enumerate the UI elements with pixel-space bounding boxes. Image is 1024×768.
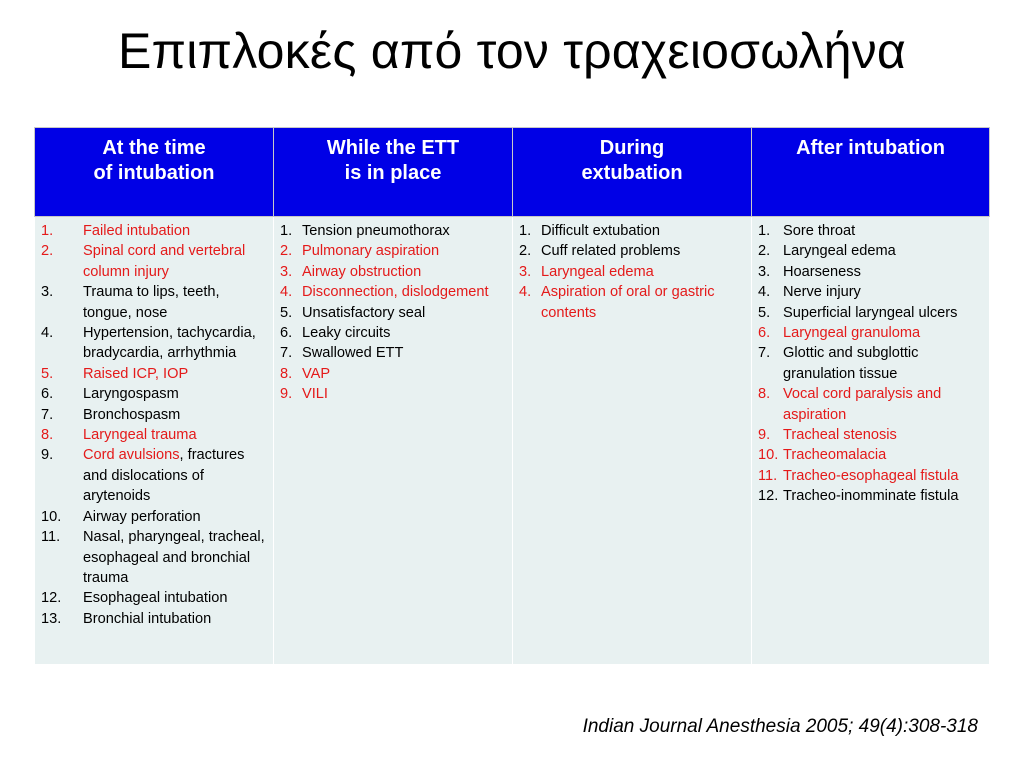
header-line: While the ETT bbox=[326, 137, 460, 159]
item-number: 6. bbox=[280, 325, 293, 342]
column-while-ett-in-place bbox=[274, 217, 513, 665]
item-text: Laryngeal edema bbox=[541, 263, 654, 280]
item-number: 1. bbox=[280, 223, 293, 239]
item-number: 8. bbox=[280, 365, 293, 382]
list-item bbox=[758, 445, 987, 465]
complication-list bbox=[280, 221, 510, 405]
list-item bbox=[41, 507, 271, 527]
item-text: VAP bbox=[302, 365, 331, 382]
header-at-time-of-intubation bbox=[35, 128, 274, 217]
list-item bbox=[41, 425, 271, 445]
list-item bbox=[280, 262, 510, 282]
item-text: Superficial laryngeal ulcers bbox=[783, 304, 958, 321]
item-text: Nasal, pharyngeal, tracheal, esophageal and bronchial trauma bbox=[83, 529, 265, 586]
item-number: 4. bbox=[519, 284, 532, 301]
item-number: 4. bbox=[41, 325, 54, 342]
item-text-tail: , fractures and dislocations of arytenoids bbox=[83, 447, 245, 505]
item-text: Leaky circuits bbox=[302, 325, 391, 342]
list-item bbox=[758, 303, 987, 323]
list-item bbox=[41, 221, 271, 241]
content-row bbox=[35, 217, 990, 665]
column-at-time-of-intubation bbox=[35, 217, 274, 665]
list-item bbox=[41, 282, 271, 323]
item-number: 5. bbox=[280, 304, 293, 321]
item-text: Disconnection, dislodgement bbox=[302, 284, 489, 301]
list-item bbox=[41, 241, 271, 282]
item-text: Failed intubation bbox=[83, 223, 191, 239]
list-item bbox=[41, 323, 271, 364]
list-item bbox=[758, 282, 987, 302]
item-number: 6. bbox=[41, 386, 54, 403]
header-line: is in place bbox=[344, 162, 442, 184]
item-text: Tracheo-esophageal fistula bbox=[783, 467, 959, 484]
list-item bbox=[280, 343, 510, 363]
item-text: Hypertension, tachycardia, bradycardia, arrhythmia bbox=[83, 325, 256, 362]
item-number: 8. bbox=[41, 427, 54, 444]
item-text: Raised ICP, IOP bbox=[83, 365, 189, 382]
list-item bbox=[519, 262, 749, 282]
item-number: 7. bbox=[41, 406, 54, 423]
item-number: 10. bbox=[41, 508, 62, 525]
item-text: Bronchial intubation bbox=[83, 610, 212, 627]
item-number: 4. bbox=[758, 284, 771, 301]
list-item bbox=[280, 384, 510, 404]
header-line: of intubation bbox=[93, 162, 215, 184]
item-text: Laryngeal trauma bbox=[83, 427, 197, 444]
list-item bbox=[280, 303, 510, 323]
item-text: Trauma to lips, teeth, tongue, nose bbox=[83, 284, 220, 321]
list-item bbox=[280, 323, 510, 343]
header-line: extubation bbox=[581, 162, 683, 184]
list-item bbox=[41, 588, 271, 608]
list-item bbox=[41, 364, 271, 384]
item-text bbox=[83, 445, 271, 506]
list-item bbox=[758, 221, 987, 241]
list-item bbox=[41, 609, 271, 629]
item-number: 9. bbox=[280, 386, 293, 403]
item-number: 12. bbox=[758, 488, 779, 505]
item-number: 3. bbox=[519, 263, 532, 280]
item-number: 12. bbox=[41, 590, 62, 607]
list-item bbox=[41, 405, 271, 425]
list-item bbox=[280, 241, 510, 261]
header-line: During bbox=[599, 137, 665, 159]
header-row bbox=[35, 128, 990, 217]
list-item bbox=[519, 221, 749, 241]
item-text: Hoarseness bbox=[783, 263, 861, 280]
item-text-highlight: Cord avulsions bbox=[83, 447, 180, 464]
list-item bbox=[519, 241, 749, 261]
item-number: 1. bbox=[758, 223, 771, 239]
item-number: 1. bbox=[519, 223, 532, 239]
item-number: 5. bbox=[41, 365, 54, 382]
list-item bbox=[758, 343, 987, 384]
header-after-intubation bbox=[752, 128, 990, 217]
item-number: 2. bbox=[41, 243, 54, 260]
header-line: After intubation bbox=[796, 137, 945, 159]
item-text: Tension pneumothorax bbox=[302, 223, 450, 239]
item-text: Unsatisfactory seal bbox=[302, 304, 426, 321]
item-text: Laryngeal edema bbox=[783, 243, 896, 260]
item-number: 7. bbox=[280, 345, 293, 362]
list-item bbox=[758, 323, 987, 343]
list-item bbox=[280, 364, 510, 384]
complication-list bbox=[758, 221, 987, 507]
item-text: Difficult extubation bbox=[541, 223, 660, 239]
item-number: 2. bbox=[280, 243, 293, 260]
item-text: Aspiration of oral or gastric contents bbox=[541, 284, 715, 321]
item-text: Airway obstruction bbox=[302, 263, 422, 280]
item-number: 6. bbox=[758, 325, 771, 342]
item-number: 3. bbox=[758, 263, 771, 280]
header-line: At the time bbox=[102, 137, 206, 159]
list-item bbox=[758, 262, 987, 282]
item-text: Sore throat bbox=[783, 223, 856, 239]
list-item bbox=[758, 466, 987, 486]
item-text: Tracheomalacia bbox=[783, 447, 887, 464]
list-item bbox=[758, 486, 987, 506]
item-number: 1. bbox=[41, 223, 54, 239]
list-item bbox=[41, 384, 271, 404]
header-while-ett-in-place bbox=[274, 128, 513, 217]
list-item bbox=[41, 445, 271, 506]
complication-list bbox=[519, 221, 749, 323]
item-number: 9. bbox=[758, 427, 771, 444]
item-text: Laryngospasm bbox=[83, 386, 179, 403]
item-text: Glottic and subglottic granulation tissue bbox=[783, 345, 919, 382]
column-during-extubation bbox=[513, 217, 752, 665]
item-text: Tracheo-inomminate fistula bbox=[783, 488, 959, 505]
list-item bbox=[280, 282, 510, 302]
list-item bbox=[41, 527, 271, 588]
item-text: Pulmonary aspiration bbox=[302, 243, 440, 260]
list-item bbox=[758, 384, 987, 425]
list-item bbox=[280, 221, 510, 241]
item-number: 11. bbox=[41, 529, 61, 546]
header-during-extubation bbox=[513, 128, 752, 217]
item-text: Swallowed ETT bbox=[302, 345, 404, 362]
item-text: Cuff related problems bbox=[541, 243, 681, 260]
item-text: Airway perforation bbox=[83, 508, 201, 525]
list-item bbox=[519, 282, 749, 323]
item-number: 7. bbox=[758, 345, 771, 362]
complications-table bbox=[34, 127, 990, 665]
item-text: VILI bbox=[302, 386, 328, 403]
item-number: 4. bbox=[280, 284, 293, 301]
citation: Indian Journal Anesthesia 2005; 49(4):308-318 bbox=[582, 716, 978, 737]
list-item bbox=[758, 425, 987, 445]
item-number: 13. bbox=[41, 610, 62, 627]
item-number: 2. bbox=[519, 243, 532, 260]
item-number: 10. bbox=[758, 447, 779, 464]
item-text: Vocal cord paralysis and aspiration bbox=[783, 386, 942, 423]
item-number: 11. bbox=[758, 467, 778, 484]
item-number: 2. bbox=[758, 243, 771, 260]
item-text: Laryngeal granuloma bbox=[783, 325, 921, 342]
item-text: Bronchospasm bbox=[83, 406, 181, 423]
complication-list bbox=[41, 221, 271, 629]
item-number: 3. bbox=[280, 263, 293, 280]
item-text: Tracheal stenosis bbox=[783, 427, 897, 444]
slide-title: Επιπλοκές από τον τραχειοσωλήνα bbox=[117, 23, 907, 79]
item-text: Esophageal intubation bbox=[83, 590, 228, 607]
list-item bbox=[758, 241, 987, 261]
item-number: 3. bbox=[41, 284, 54, 301]
item-text: Nerve injury bbox=[783, 284, 861, 301]
item-text: Spinal cord and vertebral column injury bbox=[83, 243, 246, 280]
item-number: 8. bbox=[758, 386, 771, 403]
item-number: 9. bbox=[41, 447, 54, 464]
column-after-intubation bbox=[752, 217, 990, 665]
item-number: 5. bbox=[758, 304, 771, 321]
